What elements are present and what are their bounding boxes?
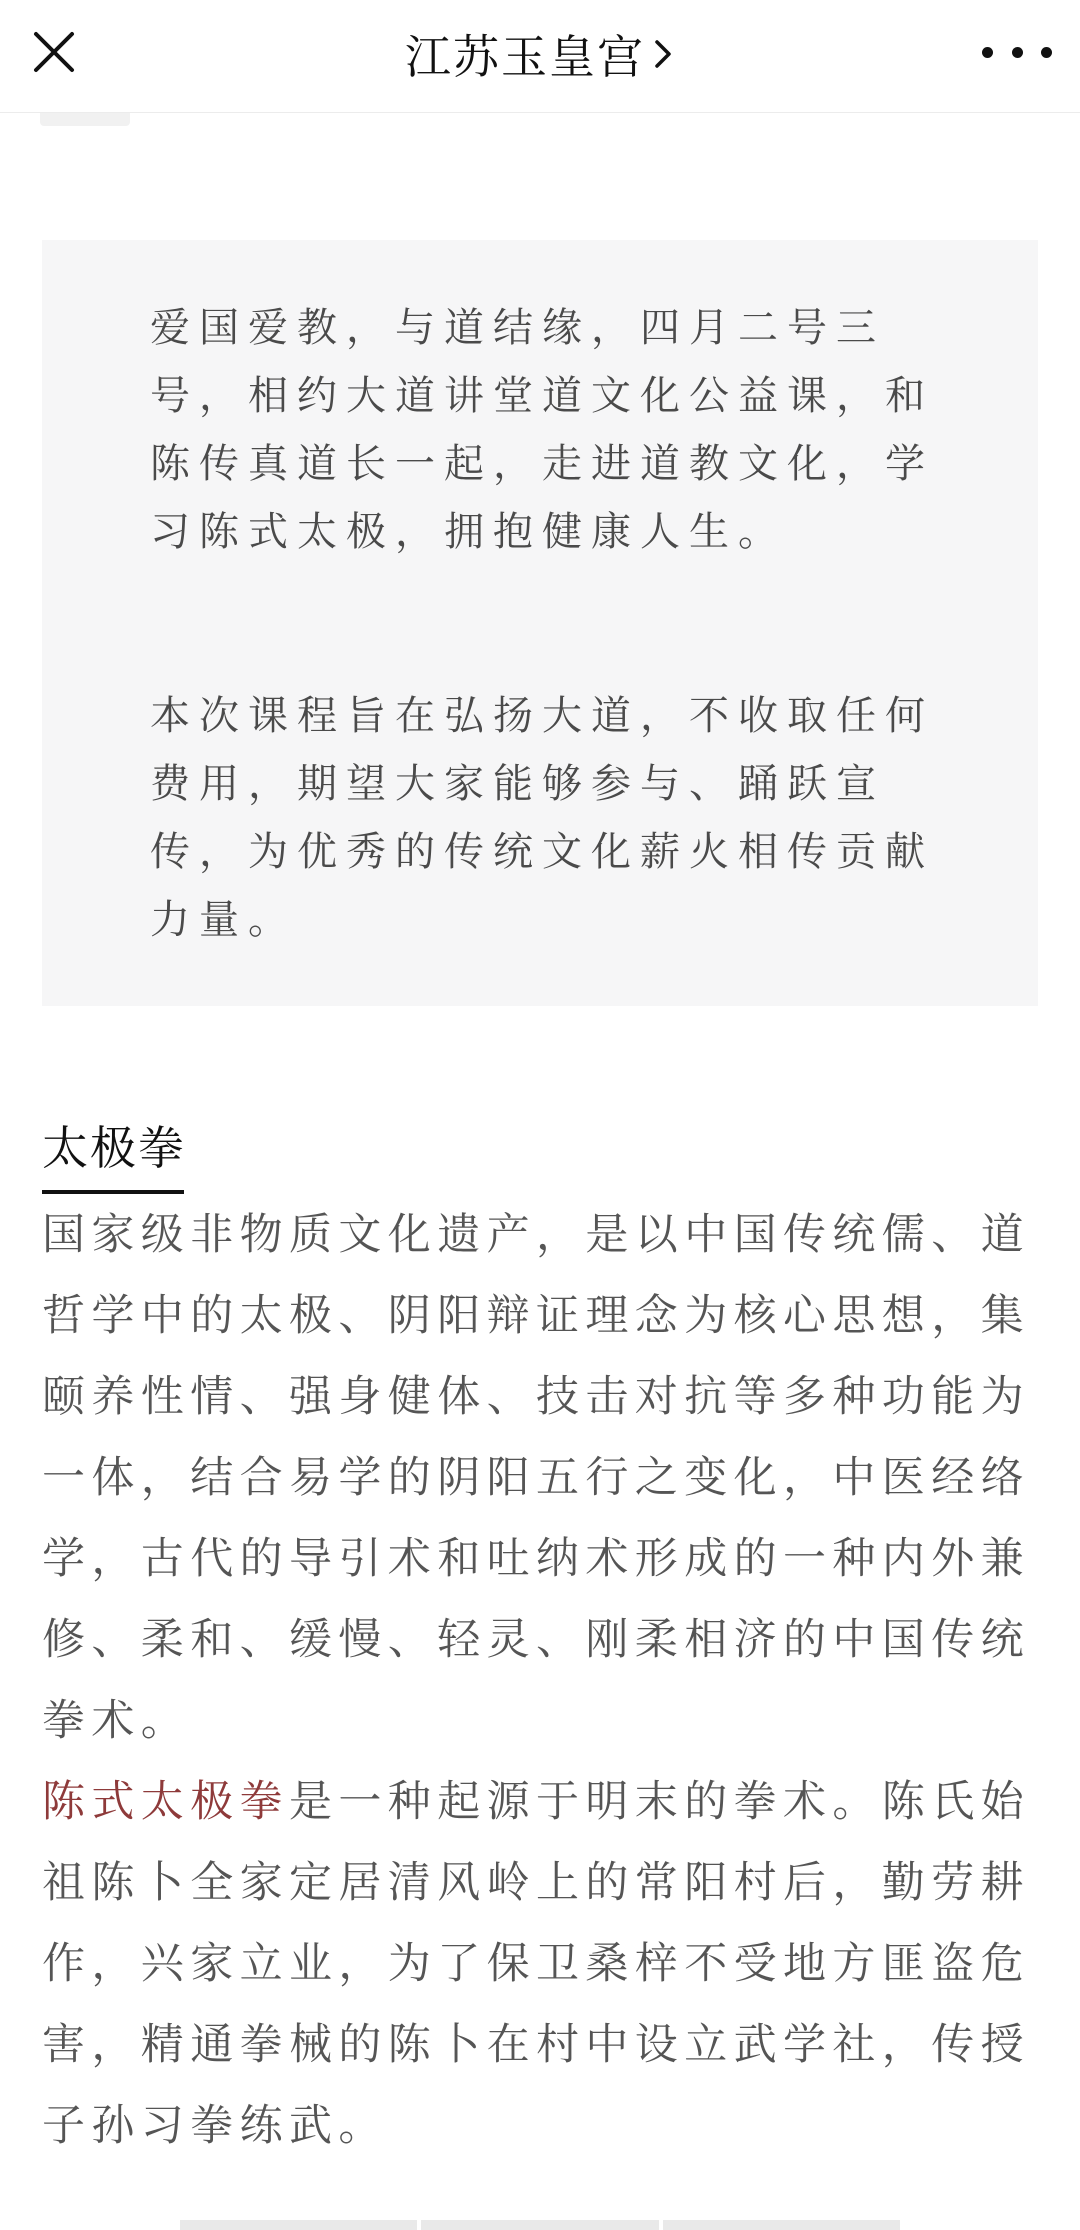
chevron-right-icon — [651, 34, 675, 74]
section-heading: 太极拳 — [42, 1121, 186, 1175]
body-paragraph-2-text: 是一种起源于明末的拳术。陈氏始祖陈卜全家定居清风岭上的常阳村后，勤劳耕作，兴家立业，为了保卫桑梓不受地方匪盗危害，精通拳械的陈卜在村中设立武学社，传授子孙习拳练武。 — [42, 1777, 1030, 2151]
quote-paragraph-1: 爱国爱教，与道结缘，四月二号三号，相约大道讲堂道文化公益课，和陈传真道长一起，走进道教文化，学习陈式太极，拥抱健康人生。 — [150, 305, 934, 555]
highlighted-term: 陈式太极拳 — [42, 1777, 289, 1827]
account-title-link[interactable] — [0, 22, 1080, 86]
heading-underline — [42, 1190, 184, 1194]
body-paragraph-2 — [42, 1762, 1042, 2167]
more-dots-icon[interactable] — [982, 30, 1052, 74]
body-paragraph-1: 国家级非物质文化遗产，是以中国传统儒、道哲学中的太极、阴阳辩证理念为核心思想，集颐养性情、强身健体、技击对抗等多种功能为一体，结合易学的阴阳五行之变化，中医经络学，古代的导引术和吐纳术形成的一种内外兼修、柔和、缓慢、轻灵、刚柔相济的中国传统拳术。 — [42, 1210, 1030, 1746]
top-nav-bar — [0, 0, 1080, 113]
quote-paragraph-2: 本次课程旨在弘扬大道，不收取任何费用，期望大家能够参与、踊跃宣传，为优秀的传统文化薪火相传贡献力量。 — [150, 693, 934, 943]
next-image-fragment — [180, 2220, 900, 2230]
quote-box — [42, 240, 1038, 1006]
account-name: 江苏玉皇宫 — [405, 30, 645, 84]
